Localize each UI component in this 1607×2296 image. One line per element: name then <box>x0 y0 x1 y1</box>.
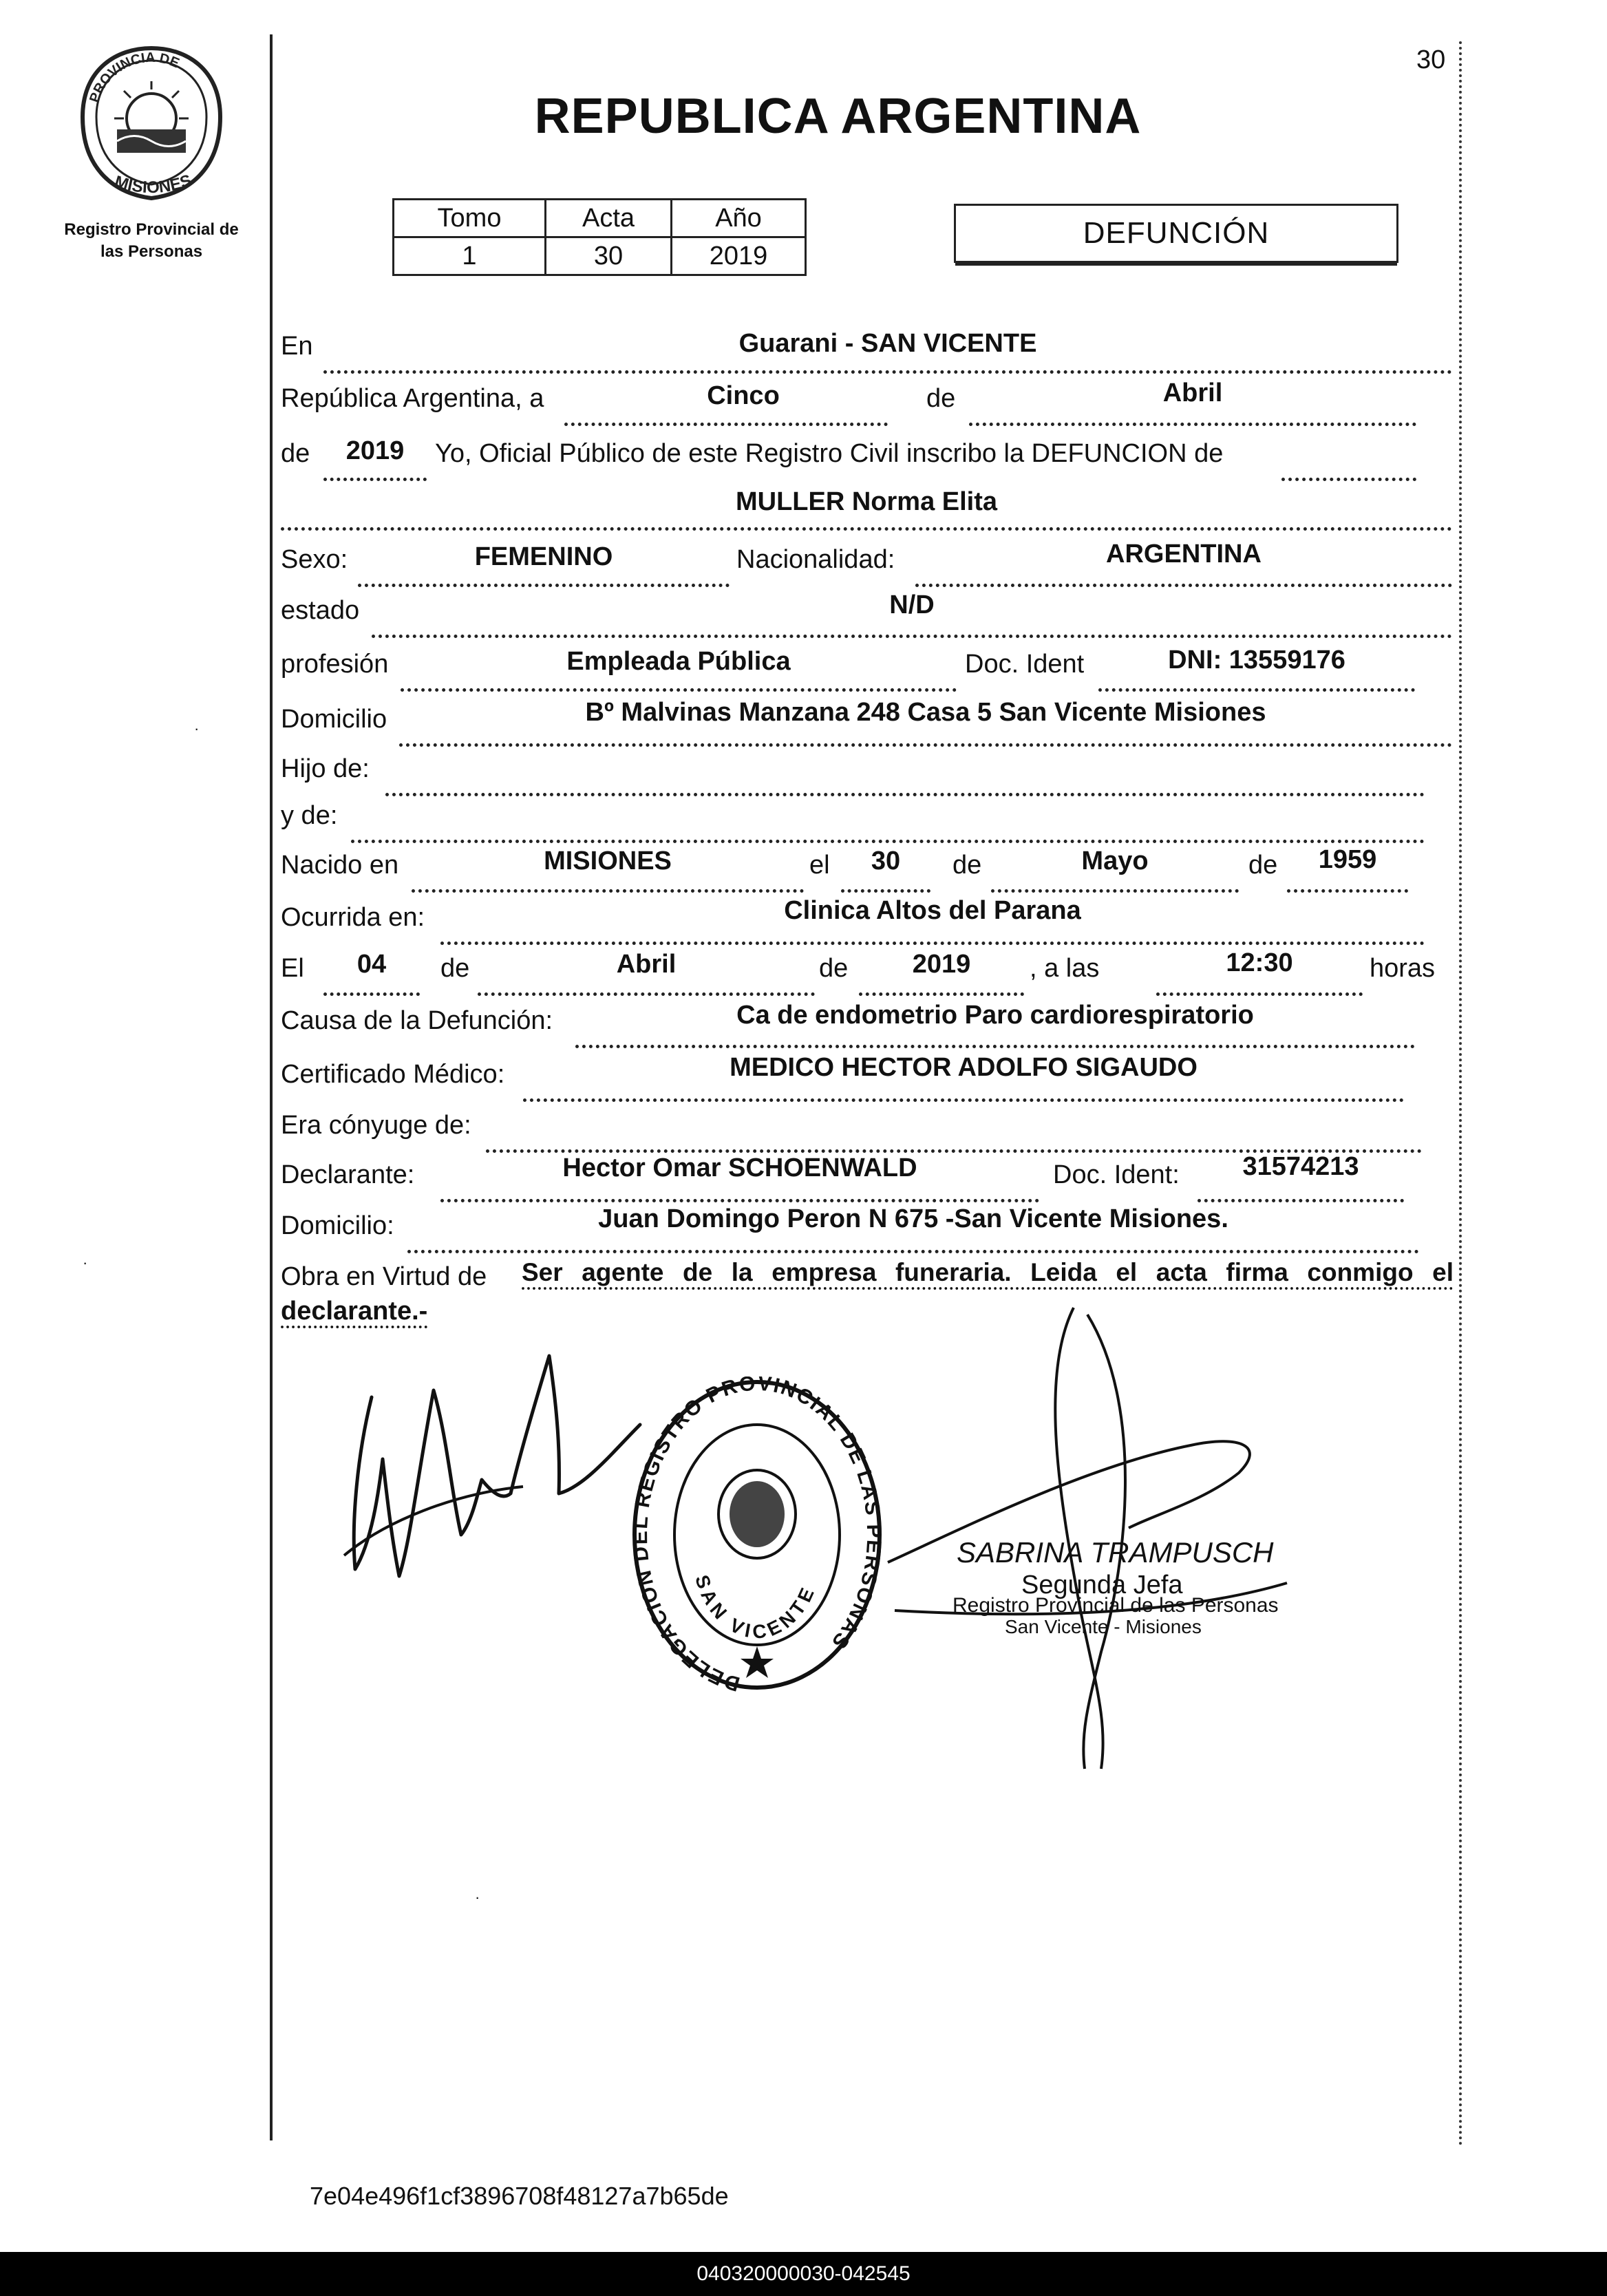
document-hash: 7e04e496f1cf3896708f48127a7b65de <box>310 2182 729 2210</box>
profesion-label: profesión <box>281 650 389 679</box>
ocurrida-value: Clinica Altos del Parana <box>784 896 1081 925</box>
certificado-value: MEDICO HECTOR ADOLFO SIGAUDO <box>730 1053 1198 1082</box>
declarant-signature <box>330 1315 647 1617</box>
birth-year: 1959 <box>1318 845 1377 874</box>
obra-value-line2: declarante.- <box>281 1297 428 1326</box>
profesion-value: Empleada Pública <box>566 647 791 676</box>
en-value: Guarani - SAN VICENTE <box>738 329 1037 358</box>
death-time: 12:30 <box>1226 948 1293 977</box>
declarante-label: Declarante: <box>281 1160 415 1189</box>
svg-text:DELEGACION DEL REGISTRO PROVIN: DELEGACION DEL REGISTRO PROVINCIAL DE LAS PERSONAS <box>628 1376 886 1696</box>
estado-label: estado <box>281 596 360 625</box>
acta-header: Acta <box>546 200 672 237</box>
domicilio2-value: Juan Domingo Peron N 675 -San Vicente Misiones. <box>598 1204 1228 1233</box>
acta-value: 30 <box>546 237 672 275</box>
declarante-value: Hector Omar SCHOENWALD <box>562 1154 917 1182</box>
statement-line <box>1281 443 1416 481</box>
obra-label: Obra en Virtud de <box>281 1262 487 1291</box>
de-label-5: de <box>819 954 849 983</box>
hijo-label: Hijo de: <box>281 754 370 783</box>
death-year: 2019 <box>912 950 971 979</box>
nacionalidad-value: ARGENTINA <box>1106 540 1262 568</box>
anio-value: 2019 <box>672 237 806 275</box>
estado-value: N/D <box>889 591 935 619</box>
el-label-2: El <box>281 954 304 983</box>
declarante-doc-value: 31574213 <box>1242 1152 1359 1181</box>
anio-header: Año <box>672 200 806 237</box>
y-de-label: y de: <box>281 801 338 830</box>
deceased-name: MULLER Norma Elita <box>735 487 998 516</box>
doc-ident-label: Doc. Ident <box>965 650 1085 679</box>
scan-mark: · <box>194 720 200 737</box>
republica-label: República Argentina, a <box>281 384 544 413</box>
signer-name: SABRINA TRAMPUSCH <box>957 1536 1274 1569</box>
death-day: 04 <box>356 950 387 979</box>
doc-ident-value: DNI: 13559176 <box>1168 646 1345 674</box>
day-value: Cinco <box>707 381 780 410</box>
birth-month: Mayo <box>1081 847 1149 875</box>
svg-text:PROVINCIA DE: PROVINCIA DE <box>87 50 182 105</box>
left-margin-rule <box>270 34 273 2140</box>
registry-table <box>392 198 807 276</box>
causa-label: Causa de la Defunción: <box>281 1006 553 1035</box>
tomo-header: Tomo <box>394 200 546 237</box>
signer-place: San Vicente - Misiones <box>1005 1616 1202 1637</box>
right-margin-dotted-rule <box>1459 41 1462 2147</box>
svg-text:SAN VICENTE: SAN VICENTE <box>691 1572 820 1643</box>
declarante-doc-label: Doc. Ident: <box>1053 1160 1180 1189</box>
registry-seal <box>626 1376 888 1700</box>
conyuge-line <box>486 1115 1422 1153</box>
scan-mark: · <box>83 1254 88 1271</box>
page-number: 30 <box>1416 45 1446 74</box>
sexo-label: Sexo: <box>281 545 348 574</box>
year-value: 2019 <box>345 436 405 465</box>
de-label: de <box>926 384 956 413</box>
signer-registry: Registro Provincial de las Personas <box>953 1594 1279 1617</box>
registry-name <box>41 219 262 263</box>
horas-label: horas <box>1370 954 1436 983</box>
signer-role: Segunda Jefa <box>1021 1571 1183 1599</box>
tomo-value: 1 <box>394 237 546 275</box>
country-title: REPUBLICA ARGENTINA <box>534 89 1142 144</box>
sexo-value: FEMENINO <box>474 542 613 571</box>
officer-signature <box>881 1294 1363 1776</box>
de-label-3: de <box>1248 851 1278 880</box>
el-label: el <box>809 851 830 880</box>
de-label-2: de <box>953 851 982 880</box>
domicilio-label: Domicilio <box>281 705 387 734</box>
month-value: Abril <box>1162 379 1223 407</box>
nacido-value: MISIONES <box>544 847 672 875</box>
y-de-line <box>351 805 1425 843</box>
causa-value: Ca de endometrio Paro cardiorespiratorio <box>736 1001 1254 1030</box>
nacido-label: Nacido en <box>281 851 399 880</box>
registry-name-line1: Registro Provincial de <box>64 220 239 239</box>
de-label-4: de <box>440 954 470 983</box>
conyuge-label: Era cónyuge de: <box>281 1111 471 1140</box>
a-las-label: , a las <box>1030 954 1100 983</box>
birth-day: 30 <box>871 847 901 875</box>
inscription-statement: Yo, Oficial Público de este Registro Civil inscribo la DEFUNCION de <box>435 439 1224 468</box>
hijo-line <box>385 758 1425 796</box>
year-prefix: de <box>281 439 310 468</box>
en-label: En <box>281 332 313 361</box>
barcode-bar: 040320000030-042545 <box>0 2252 1607 2296</box>
ocurrida-label: Ocurrida en: <box>281 903 425 932</box>
document-type-box: DEFUNCIÓN <box>954 204 1398 263</box>
obra-value-line1: Ser agente de la empresa funeraria. Leida el acta firma conmigo el <box>522 1258 1454 1286</box>
scan-mark: · <box>475 1889 480 1906</box>
registry-name-line2: las Personas <box>100 242 203 261</box>
certificado-label: Certificado Médico: <box>281 1060 505 1089</box>
nacionalidad-label: Nacionalidad: <box>736 545 895 574</box>
domicilio-value: Bº Malvinas Manzana 248 Casa 5 San Vicente Misiones <box>585 698 1266 727</box>
death-month: Abril <box>616 950 677 979</box>
svg-text:MISIONES: MISIONES <box>112 171 194 198</box>
domicilio2-label: Domicilio: <box>281 1211 394 1240</box>
